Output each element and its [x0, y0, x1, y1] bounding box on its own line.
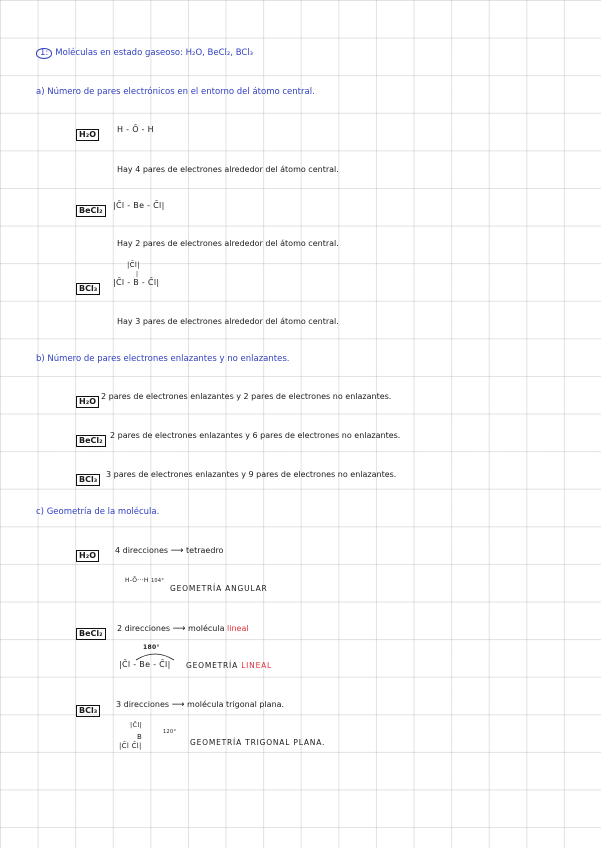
a-item-3-formula: BCl₃: [76, 278, 100, 295]
c-item-3-formula: BCl₃: [76, 700, 100, 717]
b-item-3-text: 3 pares de electrones enlazantes y 9 pares de electrones no enlazantes.: [106, 470, 397, 479]
c-item-2-directions: 2 direcciones: [117, 624, 171, 633]
section-c-heading: c) Geometría de la molécula.: [36, 507, 160, 517]
section-b-heading: b) Número de pares electrones enlazantes y no enlazantes.: [36, 354, 290, 364]
a-item-1-structure: H - Ō - H: [117, 125, 154, 134]
c-item-1-result: tetraedro: [186, 546, 224, 555]
a-item-1-formula: H₂O: [76, 124, 99, 141]
c-item-1-formula: H₂O: [76, 545, 99, 562]
b-item-2-formula: BeCl₂: [76, 430, 106, 447]
a-item-3-structure-top: |C̄l|: [127, 261, 140, 269]
a-item-3-note: Hay 3 pares de electrones alrededor del átomo central.: [117, 317, 339, 326]
title-text: Moléculas en estado gaseoso: H₂O, BeCl₂, BCl₃: [55, 48, 254, 58]
c-item-3-directions: 3 direcciones: [116, 700, 170, 709]
a-item-3-bond: |: [136, 271, 139, 278]
c-item-3-result: molécula trigonal plana.: [187, 700, 285, 709]
c-item-2-line: [117, 625, 249, 634]
c-item-1-geometry: GEOMETRÍA ANGULAR: [170, 584, 268, 593]
c-item-3-line: [116, 701, 284, 710]
title-number: 1:: [36, 48, 52, 59]
c-item-1-line: [115, 547, 223, 556]
arrow-icon: ⟶: [171, 700, 185, 710]
arrow-icon: ⟶: [172, 624, 186, 634]
b-item-2-text: 2 pares de electrones enlazantes y 6 pares de electrones no enlazantes.: [110, 431, 401, 440]
a-item-3-structure: |C̄l - B - C̄l|: [113, 278, 160, 287]
c-item-2-result: molécula: [188, 624, 225, 633]
c-item-3-angle: 120°: [163, 729, 177, 735]
c-item-1-drawing: H-Ō···H 104°: [125, 577, 165, 584]
page-title: [36, 48, 253, 59]
a-item-2-formula: BeCl₂: [76, 200, 106, 217]
c-item-2-formula: BeCl₂: [76, 623, 106, 640]
c-item-3-geometry: GEOMETRÍA TRIGONAL PLANA.: [190, 738, 326, 747]
a-item-2-note: Hay 2 pares de electrones alrededor del átomo central.: [117, 239, 339, 248]
b-item-3-formula: BCl₃: [76, 469, 100, 486]
arrow-icon: ⟶: [170, 546, 184, 556]
c-item-3-drawing-top: |C̄l|: [130, 721, 142, 729]
c-item-2-angle: 180°: [143, 644, 160, 651]
section-a-heading: a) Número de pares electrónicos en el entorno del átomo central.: [36, 87, 315, 97]
a-item-1-note: Hay 4 pares de electrones alrededor del átomo central.: [117, 165, 339, 174]
b-item-1-formula: H₂O: [76, 391, 99, 408]
c-item-2-drawing: |C̄l - Be - C̄l|: [119, 660, 171, 669]
c-item-3-drawing: |C̄l C̄l|: [119, 742, 142, 750]
c-item-2-result-accent: lineal: [227, 624, 249, 633]
b-item-1-text: 2 pares de electrones enlazantes y 2 pares de electrones no enlazantes.: [101, 392, 392, 401]
a-item-2-structure: |C̄l - Be - C̄l|: [113, 201, 165, 210]
c-item-1-directions: 4 direcciones: [115, 546, 169, 555]
c-item-3-drawing-mid: B: [137, 733, 143, 741]
c-item-2-geometry: GEOMETRÍA LINEAL: [186, 661, 273, 670]
c-item-2-geometry-accent: LINEAL: [241, 661, 273, 670]
